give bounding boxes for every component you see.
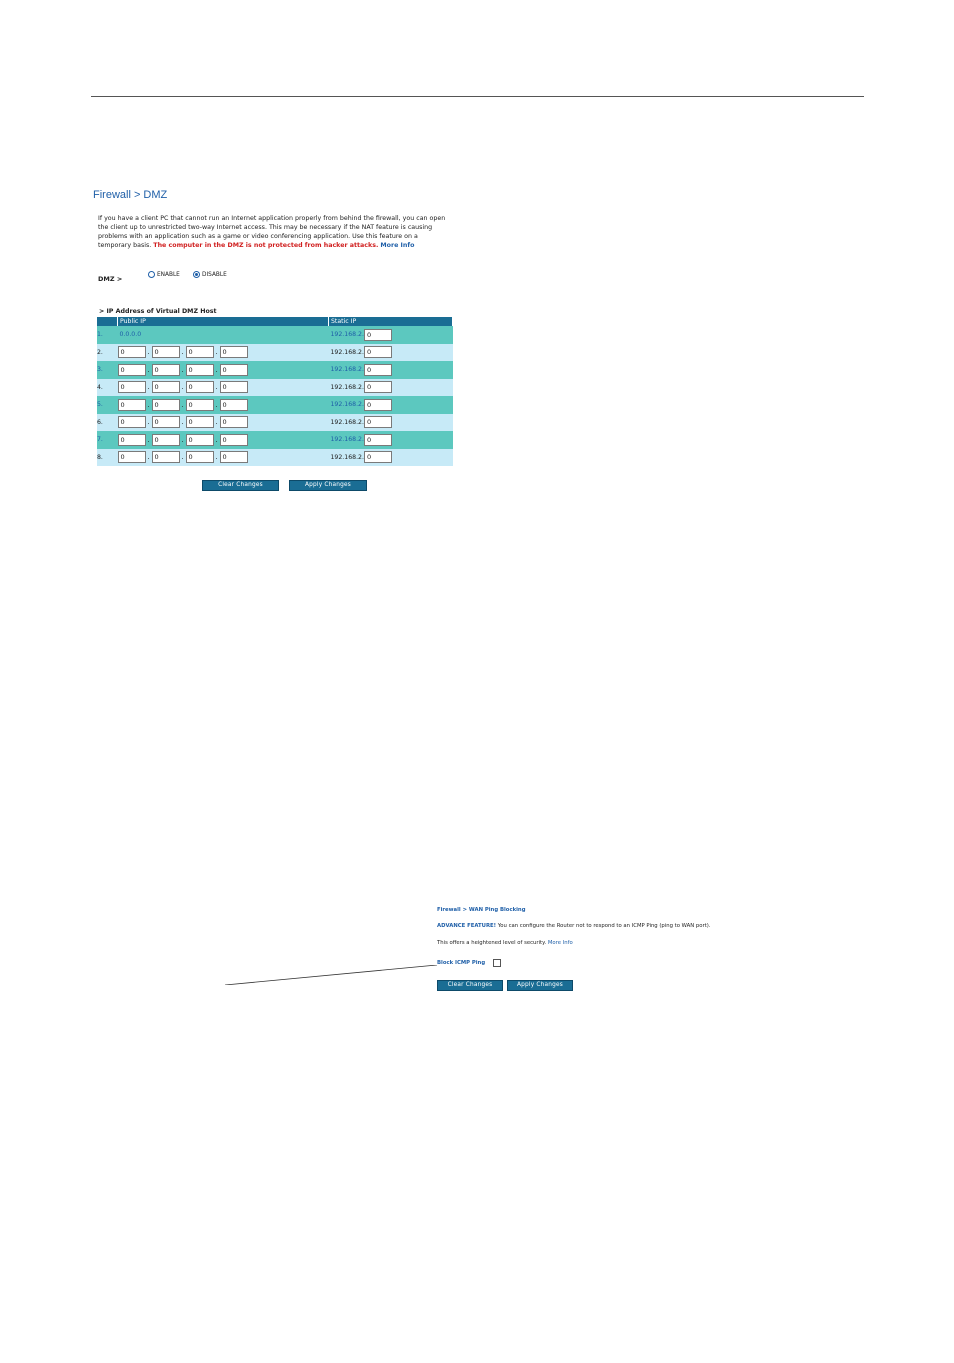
warning-text: The computer in the DMZ is not protected from hacker attacks. [153,242,379,250]
octet-separator: . [181,365,184,374]
static-ip-prefix: 192.168.2. [330,366,364,374]
octet-separator: . [181,418,184,427]
octet-separator: . [147,453,150,462]
static-ip-cell [329,379,453,397]
static-ip-prefix: 192.168.2. [330,453,364,461]
table-row [97,449,453,467]
public-ip-cell [118,396,329,414]
callout-pointer-line [225,965,437,985]
ping-advance-feature [437,923,711,929]
public-ip-octet-input[interactable]: 0 [118,434,146,446]
public-ip-value: 0.0.0.0 [119,331,142,339]
public-ip-octet-input[interactable]: 0 [186,416,214,428]
static-ip-input[interactable]: 0 [364,451,392,463]
static-ip-prefix: 192.168.2. [330,331,364,339]
enable-radio[interactable] [148,271,155,278]
public-ip-octet-input[interactable]: 0 [152,399,180,411]
octet-separator: . [215,383,218,392]
static-ip-prefix: 192.168.2. [330,401,364,409]
public-ip-octet-input[interactable]: 0 [152,451,180,463]
row-number: 5. [97,396,118,414]
row-number: 8. [97,449,118,467]
dmz-host-table [97,317,453,466]
public-ip-octet-input[interactable]: 0 [186,381,214,393]
static-ip-input[interactable]: 0 [364,346,392,358]
public-ip-octet-input[interactable]: 0 [220,416,248,428]
octet-separator: . [215,348,218,357]
octet-separator: . [147,383,150,392]
static-ip-input[interactable]: 0 [364,416,392,428]
static-ip-input[interactable]: 0 [364,329,392,341]
octet-separator: . [215,435,218,444]
public-ip-octet-input[interactable]: 0 [186,346,214,358]
ping-more-info-link[interactable]: More Info [547,940,573,946]
public-ip-octet-input[interactable]: 0 [118,346,146,358]
more-info-link[interactable]: More Info [380,242,415,250]
static-ip-cell [329,414,453,432]
col-public-ip-header: Public IP [118,317,329,326]
public-ip-octet-input[interactable]: 0 [152,434,180,446]
dmz-description [98,214,450,250]
security-text: This offers a heightened level of security. [437,940,547,946]
octet-separator: . [215,453,218,462]
octet-separator: . [215,365,218,374]
public-ip-octet-input[interactable]: 0 [186,434,214,446]
public-ip-octet-input[interactable]: 0 [220,451,248,463]
octet-separator: . [147,365,150,374]
public-ip-octet-input[interactable]: 0 [118,381,146,393]
static-ip-cell [329,326,453,344]
static-ip-input[interactable]: 0 [364,399,392,411]
octet-separator: . [181,435,184,444]
static-ip-cell [329,361,453,379]
disable-label: DISABLE [202,271,227,278]
public-ip-octet-input[interactable]: 0 [118,451,146,463]
public-ip-octet-input[interactable]: 0 [186,451,214,463]
public-ip-octet-input[interactable]: 0 [220,399,248,411]
block-icmp-label: Block ICMP Ping [437,960,486,966]
static-ip-prefix: 192.168.2. [330,348,364,356]
table-row [97,344,453,362]
octet-separator: . [147,348,150,357]
static-ip-input[interactable]: 0 [364,364,392,376]
public-ip-octet-input[interactable]: 0 [152,364,180,376]
ping-title: Firewall > WAN Ping Blocking [437,907,526,913]
octet-separator: . [181,348,184,357]
advance-feature-text: You can configure the Router not to respond to an ICMP Ping (ping to WAN port). [497,923,711,929]
octet-separator: . [181,453,184,462]
public-ip-cell [118,449,329,467]
table-row [97,396,453,414]
public-ip-octet-input[interactable]: 0 [220,346,248,358]
disable-radio[interactable] [193,271,200,278]
public-ip-octet-input[interactable]: 0 [152,416,180,428]
ping-apply-changes-button[interactable]: Apply Changes [507,980,573,991]
static-ip-prefix: 192.168.2. [330,418,364,426]
public-ip-octet-input[interactable]: 0 [186,364,214,376]
static-ip-cell [329,396,453,414]
dmz-label: DMZ > [98,275,123,283]
row-number: 4. [97,379,118,397]
disable-radio-option[interactable] [193,271,227,278]
octet-separator: . [181,383,184,392]
public-ip-octet-input[interactable]: 0 [220,364,248,376]
public-ip-octet-input[interactable]: 0 [118,364,146,376]
enable-radio-option[interactable] [148,271,180,278]
octet-separator: . [215,400,218,409]
col-number-header [97,317,118,326]
col-static-ip-header: Static IP [329,317,453,326]
page-title: Firewall > DMZ [93,189,168,201]
enable-label: ENABLE [157,271,180,278]
dmz-clear-changes-button[interactable]: Clear Changes [202,480,279,491]
static-ip-cell [329,449,453,467]
table-row [97,414,453,432]
public-ip-octet-input[interactable]: 0 [220,381,248,393]
public-ip-cell [118,344,329,362]
octet-separator: . [215,418,218,427]
row-number: 2. [97,344,118,362]
advance-feature-label: ADVANCE FEATURE! [437,923,497,929]
static-ip-input[interactable]: 0 [364,434,392,446]
static-ip-cell [329,431,453,449]
static-ip-cell [329,344,453,362]
row-number: 1. [97,326,118,344]
public-ip-cell [118,379,329,397]
public-ip-octet-input[interactable]: 0 [118,399,146,411]
public-ip-octet-input[interactable]: 0 [186,399,214,411]
ping-security-note [437,940,573,946]
public-ip-octet-input[interactable]: 0 [220,434,248,446]
table-row [97,361,453,379]
public-ip-cell [118,326,329,344]
octet-separator: . [147,418,150,427]
octet-separator: . [181,400,184,409]
block-icmp-checkbox[interactable] [493,959,501,967]
radio-selected-dot [195,273,198,276]
table-row [97,431,453,449]
public-ip-octet-input[interactable]: 0 [152,346,180,358]
public-ip-octet-input[interactable]: 0 [152,381,180,393]
octet-separator: . [147,400,150,409]
ping-clear-changes-button[interactable]: Clear Changes [437,980,503,991]
row-number: 3. [97,361,118,379]
public-ip-cell [118,361,329,379]
row-number: 7. [97,431,118,449]
dmz-table-title: > IP Address of Virtual DMZ Host [99,308,217,315]
description-text: If you have a client PC that cannot run an Internet application properly from behind the firewall, you can open the client up to unrestricted two-way Internet access. This may be necessary if the NAT feature is causing problems with an application such as a game or video conferencing application. Use this feature on a temporary basis. [98,215,446,250]
static-ip-input[interactable]: 0 [364,381,392,393]
row-number: 6. [97,414,118,432]
dmz-apply-changes-button[interactable]: Apply Changes [289,480,367,491]
table-row [97,379,453,397]
public-ip-cell [118,431,329,449]
table-row [97,326,453,344]
static-ip-prefix: 192.168.2. [330,436,364,444]
static-ip-prefix: 192.168.2. [330,383,364,391]
header-divider [91,96,864,97]
public-ip-cell [118,414,329,432]
public-ip-octet-input[interactable]: 0 [118,416,146,428]
octet-separator: . [147,435,150,444]
